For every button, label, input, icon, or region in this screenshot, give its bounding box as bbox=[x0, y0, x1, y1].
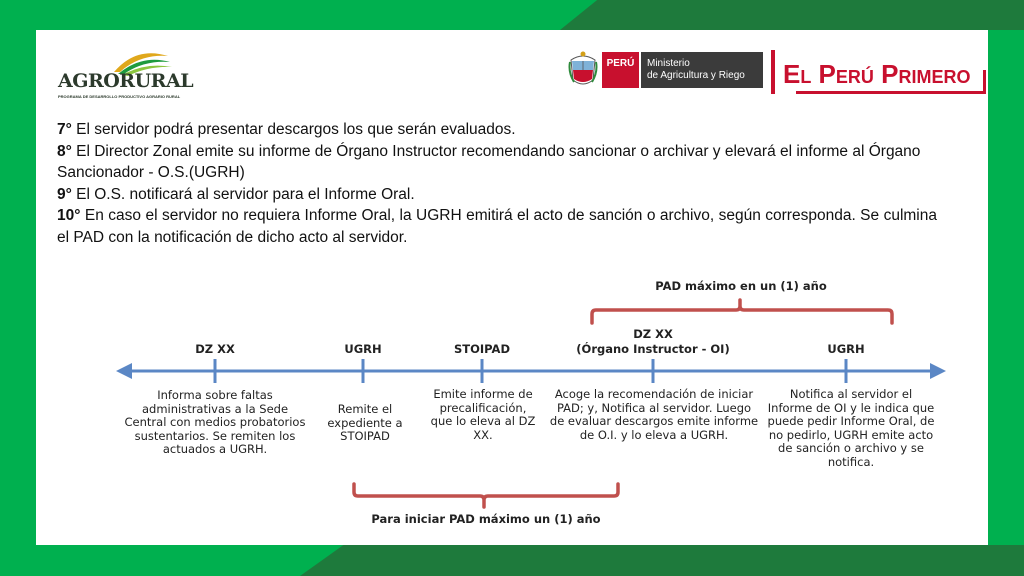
node-desc-stoipad: Emite informe de precalificación, que lo eleva al DZ XX. bbox=[430, 387, 536, 442]
arrow-left-head bbox=[116, 363, 132, 379]
node-label-ugrh-2: UGRH bbox=[827, 342, 865, 356]
arrow-right-head bbox=[930, 363, 946, 379]
top-brace-label: PAD máximo en un (1) año bbox=[655, 279, 827, 293]
agrorural-name: AGRORURAL bbox=[58, 70, 194, 92]
step-text: El Director Zonal emite su informe de Órgano Instructor recomendando sancionar o archivar y elevará el informe al Órgano Sancionador - O.S.(UGRH) bbox=[57, 142, 921, 181]
slide bbox=[36, 30, 988, 545]
node-label-stoipad: STOIPAD bbox=[453, 342, 510, 356]
bottom-brace-label: Para iniciar PAD máximo un (1) año bbox=[371, 512, 601, 526]
node-label-dz-xx-oi: DZ XX bbox=[633, 327, 673, 341]
background-accent-bottom bbox=[300, 545, 1024, 576]
step-number: 7° bbox=[57, 121, 72, 138]
node-desc-dz-xx: Informa sobre faltas administrativas a la Sede Central con medios probatorios sustentarios. Se remiten los actuados a UGRH. bbox=[124, 388, 306, 457]
timeline-diagram bbox=[36, 30, 988, 545]
slogan-text: El Perú Primero bbox=[783, 59, 971, 89]
top-brace bbox=[592, 300, 892, 323]
node-desc-ugrh-1: Remite el expediente a STOIPAD bbox=[327, 402, 403, 444]
step-text: El O.S. notificará al servidor para el Informe Oral. bbox=[71, 185, 415, 203]
step-text: El servidor podrá presentar descargos los que serán evaluados. bbox=[71, 121, 516, 138]
ministry-line1: Ministerio bbox=[647, 58, 690, 69]
step-number: 8° bbox=[57, 142, 72, 160]
agrorural-subtitle: PROGRAMA DE DESARROLLO PRODUCTIVO AGRARIO RURAL bbox=[58, 94, 181, 99]
step-number: 10° bbox=[57, 207, 81, 224]
ministry-line2: de Agricultura y Riego bbox=[647, 70, 745, 81]
bottom-brace bbox=[354, 484, 618, 507]
node-desc-dz-xx-oi: Acoge la recomendación de iniciar PAD; y, Notifica al servidor. Luego de evaluar descargos emite informe de O.I. y lo eleva a UGRH. bbox=[549, 387, 759, 442]
step-text: En caso el servidor no requiera Informe Oral, la UGRH emitirá el acto de sanción o archivo, según corresponda. Se culmina el PAD con la notificación de dicho acto al servidor. bbox=[57, 207, 937, 246]
node-label-oi: (Órgano Instructor - OI) bbox=[576, 342, 730, 356]
node-label-ugrh-1: UGRH bbox=[344, 342, 382, 356]
background-accent-top bbox=[560, 0, 1024, 30]
peru-label: PERÚ bbox=[602, 52, 639, 88]
node-desc-ugrh-2: Notifica al servidor el Informe de OI y le indica que puede pedir Informe Oral, de no pedirlo, UGRH emite acto de sanción o archivo y se notifica. bbox=[767, 387, 935, 469]
node-label-dz-xx: DZ XX bbox=[195, 342, 235, 356]
step-number: 9° bbox=[57, 185, 72, 203]
